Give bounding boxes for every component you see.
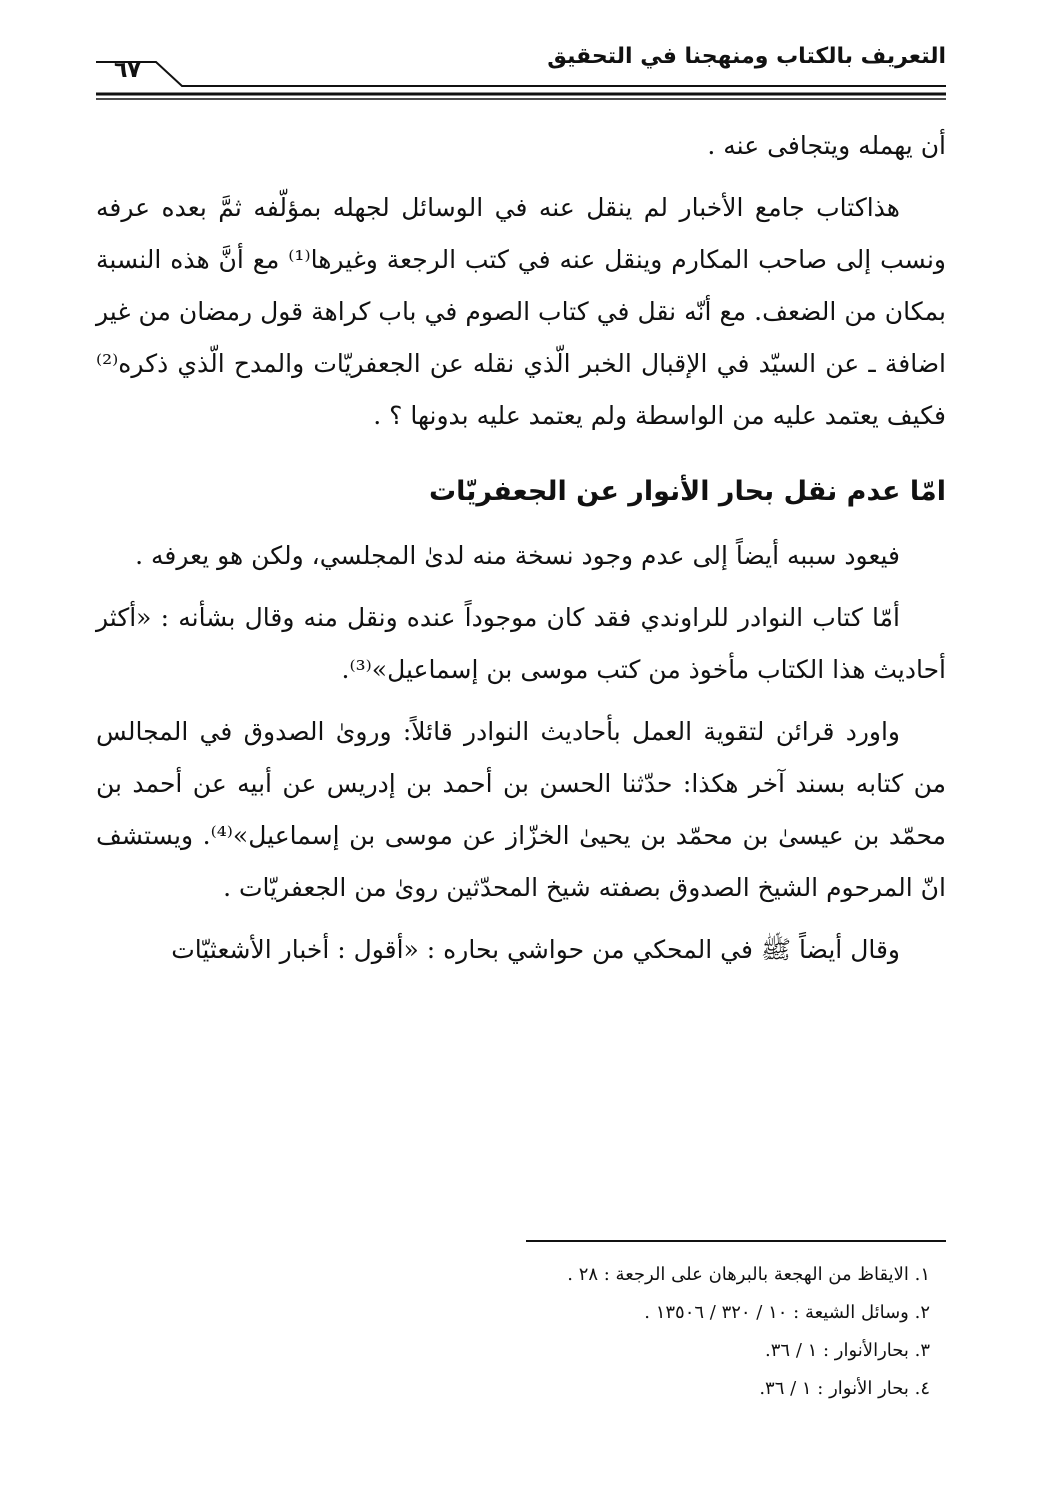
paragraph-3: فيعود سببه أيضاً إلى عدم وجود نسخة منه لدىٰ المجلسي، ولكن هو يعرفه . [135, 541, 900, 570]
paragraph-4: أمّا كتاب النوادر للراوندي فقد كان موجوداً عنده ونقل منه وقال بشأنه : «أكثر أحاديث هذا الكتاب مأخوذ من كتب موسى بن إسماعيل»⁽³⁾. [96, 603, 946, 684]
footnote-divider [526, 1240, 946, 1242]
page-number: ٦٧ [114, 58, 141, 83]
section-heading: امّا عدم نقل بحار الأنوار عن الجعفريّات [429, 476, 946, 507]
paragraph-2: هذاكتاب جامع الأخبار لم ينقل عنه في الوسائل لجهله بمؤلّفه ثمَّ بعده عرفه ونسب إلى صاحب المكارم وينقل عنه في كتب الرجعة وغيرها⁽¹⁾ مع أنَّ هذه النسبة بمكان من الضعف. مع أنّه نقل في كتاب الصوم في باب كراهة قول رمضان من غير اضافة ـ عن السيّد في الإقبال الخبر الّذي نقله عن الجعفريّات والمدح الّذي ذكره⁽²⁾ فكيف يعتمد عليه من الواسطة ولم يعتمد عليه بدونها ؟ . [96, 193, 946, 430]
paragraph-1: أن يهمله ويتجافى عنه . [707, 131, 946, 160]
footnote-3: ٣. بحارالأنوار : ١ / ٣٦. [765, 1340, 930, 1361]
page-header [96, 40, 946, 100]
footnotes [96, 1240, 946, 1408]
main-text [96, 120, 946, 986]
footnote-2: ٢. وسائل الشيعة : ١٠ / ٣٢٠ / ١٣٥٠٦ . [644, 1302, 930, 1323]
paragraph-6: وقال أيضاً ﷺ في المحكي من حواشي بحاره : «أقول : أخبار الأشعثيّات [171, 935, 900, 964]
footnote-4: ٤. بحار الأنوار : ١ / ٣٦. [759, 1378, 930, 1399]
running-title: التعريف بالكتاب ومنهجنا في التحقيق [547, 44, 946, 69]
paragraph-5: واورد قرائن لتقوية العمل بأحاديث النوادر قائلاً: وروىٰ الصدوق في المجالس من كتابه بسند آخر هكذا: حدّثنا الحسن بن أحمد بن إدريس عن أبيه عن أحمد بن محمّد بن عيسىٰ بن محمّد بن يحيىٰ الخزّاز عن موسى بن إسماعيل»⁽⁴⁾. ويستشف انّ المرحوم الشيخ الصدوق بصفته شيخ المحدّثين روىٰ من الجعفريّات . [96, 717, 946, 902]
footnote-1: ١. الايقاظ من الهجعة بالبرهان على الرجعة : ٢٨ . [567, 1264, 930, 1285]
